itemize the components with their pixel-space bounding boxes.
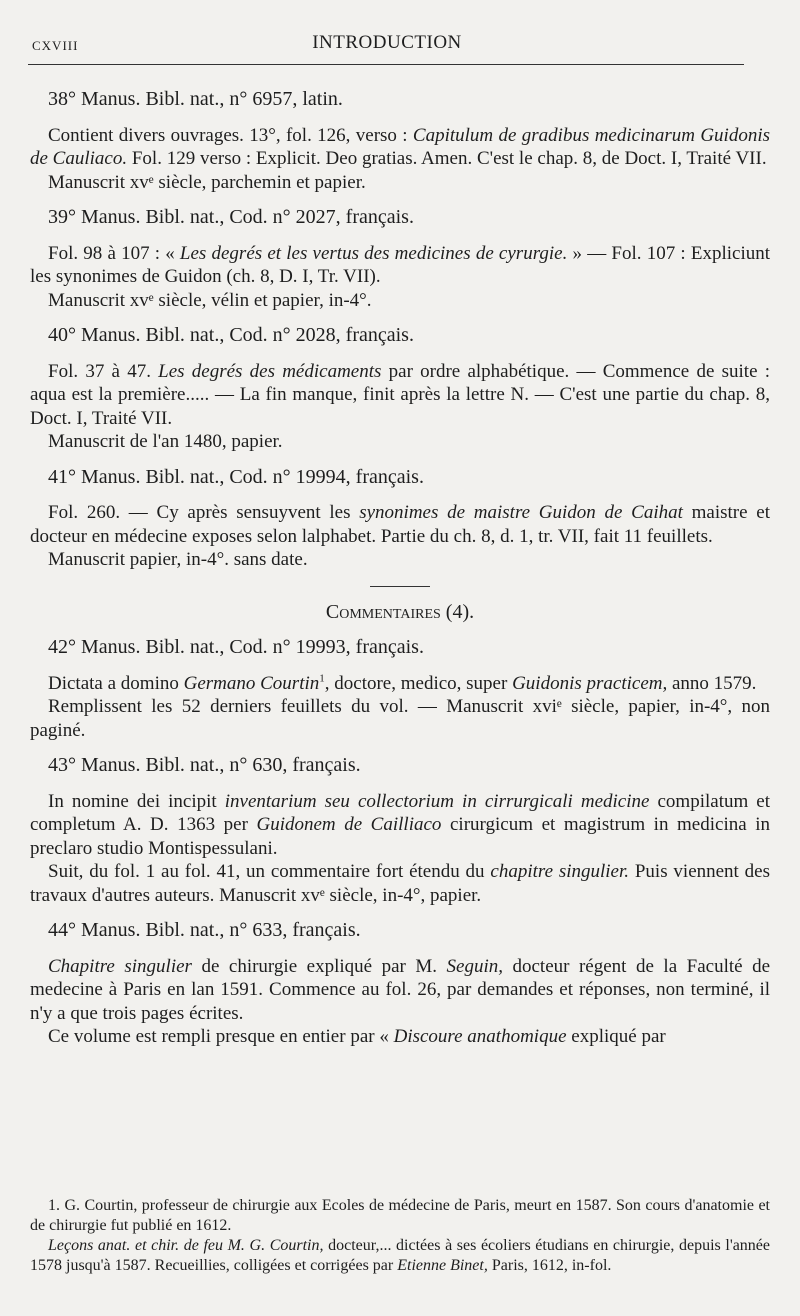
footnote-ref: 1 [319,672,325,685]
text-run: maistre et docteur en médecine exposes selon lalphabet. Partie du ch. 8, d. 1, tr. VII, fait 11 feuillets. [30,502,771,547]
text-run: docteur,... dictées à ses écoliers étudians en chirurgie, depuis l'année 1578 jusqu'à 1587. Recueillies, colligées et corrigées par [30,1237,771,1274]
entry-description [30,360,770,431]
entry-description [30,501,770,548]
entry-38 [30,88,770,194]
page-number: CXVIII [32,38,79,53]
text-run: par ordre alphabétique. — Commence de suite : aqua est la première..... — La fin manque, finit après la lettre N. — C'est une partie du chap. 8, Doct. I, Traité VII. [30,360,770,429]
italic-name: Germano Courtin [183,672,320,694]
entry-41 [30,466,770,572]
entry-42 [30,636,770,742]
main-text [30,88,770,1049]
text-run: expliqué par [566,1026,666,1047]
entry-description [30,242,770,289]
entry-description [30,124,770,171]
entry-manuscript-note: Manuscrit xvᵉ siècle, vélin et papier, in-4°. [48,289,372,311]
header-rule [28,64,744,65]
entry-heading: 44° Manus. Bibl. nat., n° 633, français. [48,919,361,941]
entry-manuscript-note: Manuscrit xvᵉ siècle, parchemin et papier. [48,171,366,193]
italic-title: Guidonis practicem, [512,672,668,694]
footnote-1-continued [30,1236,770,1276]
entry-manuscript-note: Manuscrit de l'an 1480, papier. [48,431,283,452]
entry-44 [30,919,770,1049]
entry-heading: 43° Manus. Bibl. nat., n° 630, français. [48,754,361,776]
italic-title: Chapitre singulier [48,955,192,977]
italic-name: Etienne Binet, [397,1257,488,1274]
entry-manuscript-note: Manuscrit papier, in-4°. sans date. [48,549,308,570]
text-run: Fol. 37 à 47. [48,360,159,382]
text-run: docteur régent de la Faculté de medecine à Paris en lan 1591. Commence au fol. 26, par demandes et réponses, non terminé, il n'y a que trois pages écrites. [30,955,771,1024]
entry-40 [30,324,770,454]
italic-title: chapitre singulier. [490,861,630,882]
entry-heading: 39° Manus. Bibl. nat., Cod. n° 2027, français. [48,206,414,228]
text-run: Paris, 1612, in-fol. [487,1257,612,1274]
italic-name: Seguin, [446,955,503,977]
entry-description [30,672,770,696]
entry-43 [30,754,770,907]
entry-39 [30,206,770,312]
entry-manuscript-note [30,1025,770,1049]
text-run: de chirurgie expliqué par M. [191,955,447,977]
entry-heading: 41° Manus. Bibl. nat., Cod. n° 19994, français. [48,465,424,488]
text-run: anno 1579. [667,672,757,694]
text-run: Ce volume est rempli presque en entier par « [48,1026,394,1047]
text-run: Suit, du fol. 1 au fol. 41, un commentaire fort étendu du [48,861,491,882]
entry-description [30,955,770,1026]
italic-title: inventarium seu collectorium in cirrurgicali medicine [224,790,650,812]
page-header [32,32,742,62]
entry-manuscript-note: Remplissent les 52 derniers feuillets du vol. — Manuscrit xviᵉ siècle, papier, in-4°, non paginé. [30,696,770,741]
text-run: Fol. 98 à 107 : « [48,242,180,264]
entry-heading: 40° Manus. Bibl. nat., Cod. n° 2028, français. [48,324,414,346]
text-run: » — Fol. 107 : Expliciunt les synonimes de Guidon (ch. 8, D. I, Tr. VII). [30,242,770,287]
text-run: Puis viennent des travaux d'autres auteurs. Manuscrit xvᵉ siècle, in-4°, papier. [30,861,770,906]
footnotes [30,1196,770,1276]
entry-manuscript-note [30,860,770,907]
entry-description [30,790,770,861]
text-run: cirurgicum et magistrum in medicina in preclaro studio Montispessulani. [30,814,770,859]
footnote-1: 1. G. Courtin, professeur de chirurgie aux Ecoles de médecine de Paris, meurt en 1587. Son cours d'anatomie et de chirurgie fut publié en 1612. [30,1197,770,1234]
entry-heading: 42° Manus. Bibl. nat., Cod. n° 19993, français. [48,636,424,658]
section-title: Commentaires (4). [325,600,475,623]
section-separator [370,586,430,587]
text-run: Fol. 129 verso : Explicit. Deo gratias. Amen. C'est le chap. 8, de Doct. I, Traité VII. [127,148,767,169]
text-run: , doctore, medico, super [324,672,513,694]
italic-title: Discoure anathomique [393,1026,567,1047]
entry-heading: 38° Manus. Bibl. nat., n° 6957, latin. [48,88,343,110]
italic-title: Les degrés et les vertus des medicines de cyrurgie. [179,242,568,264]
running-title: INTRODUCTION [312,32,462,53]
text-run: Dictata a domino [48,672,184,694]
italic-title: synonimes de maistre Guidon de Caihat [359,502,683,523]
italic-title: Capitulum de gradibus medicinarum Guidonis de Cauliaco. [30,124,770,169]
text-run: Contient divers ouvrages. 13°, fol. 126, verso : [48,124,413,146]
italic-title: Les degrés des médicaments [158,360,382,382]
text-run: In nomine dei incipit [48,790,225,812]
text-run: Fol. 260. — Cy après sensuyvent les [48,502,360,523]
text-run: compilatum et completum A. D. 1363 per [30,790,771,835]
italic-name: Guidonem de Cailliaco [256,814,442,835]
italic-title: Leçons anat. et chir. de feu M. G. Courtin, [48,1237,324,1254]
